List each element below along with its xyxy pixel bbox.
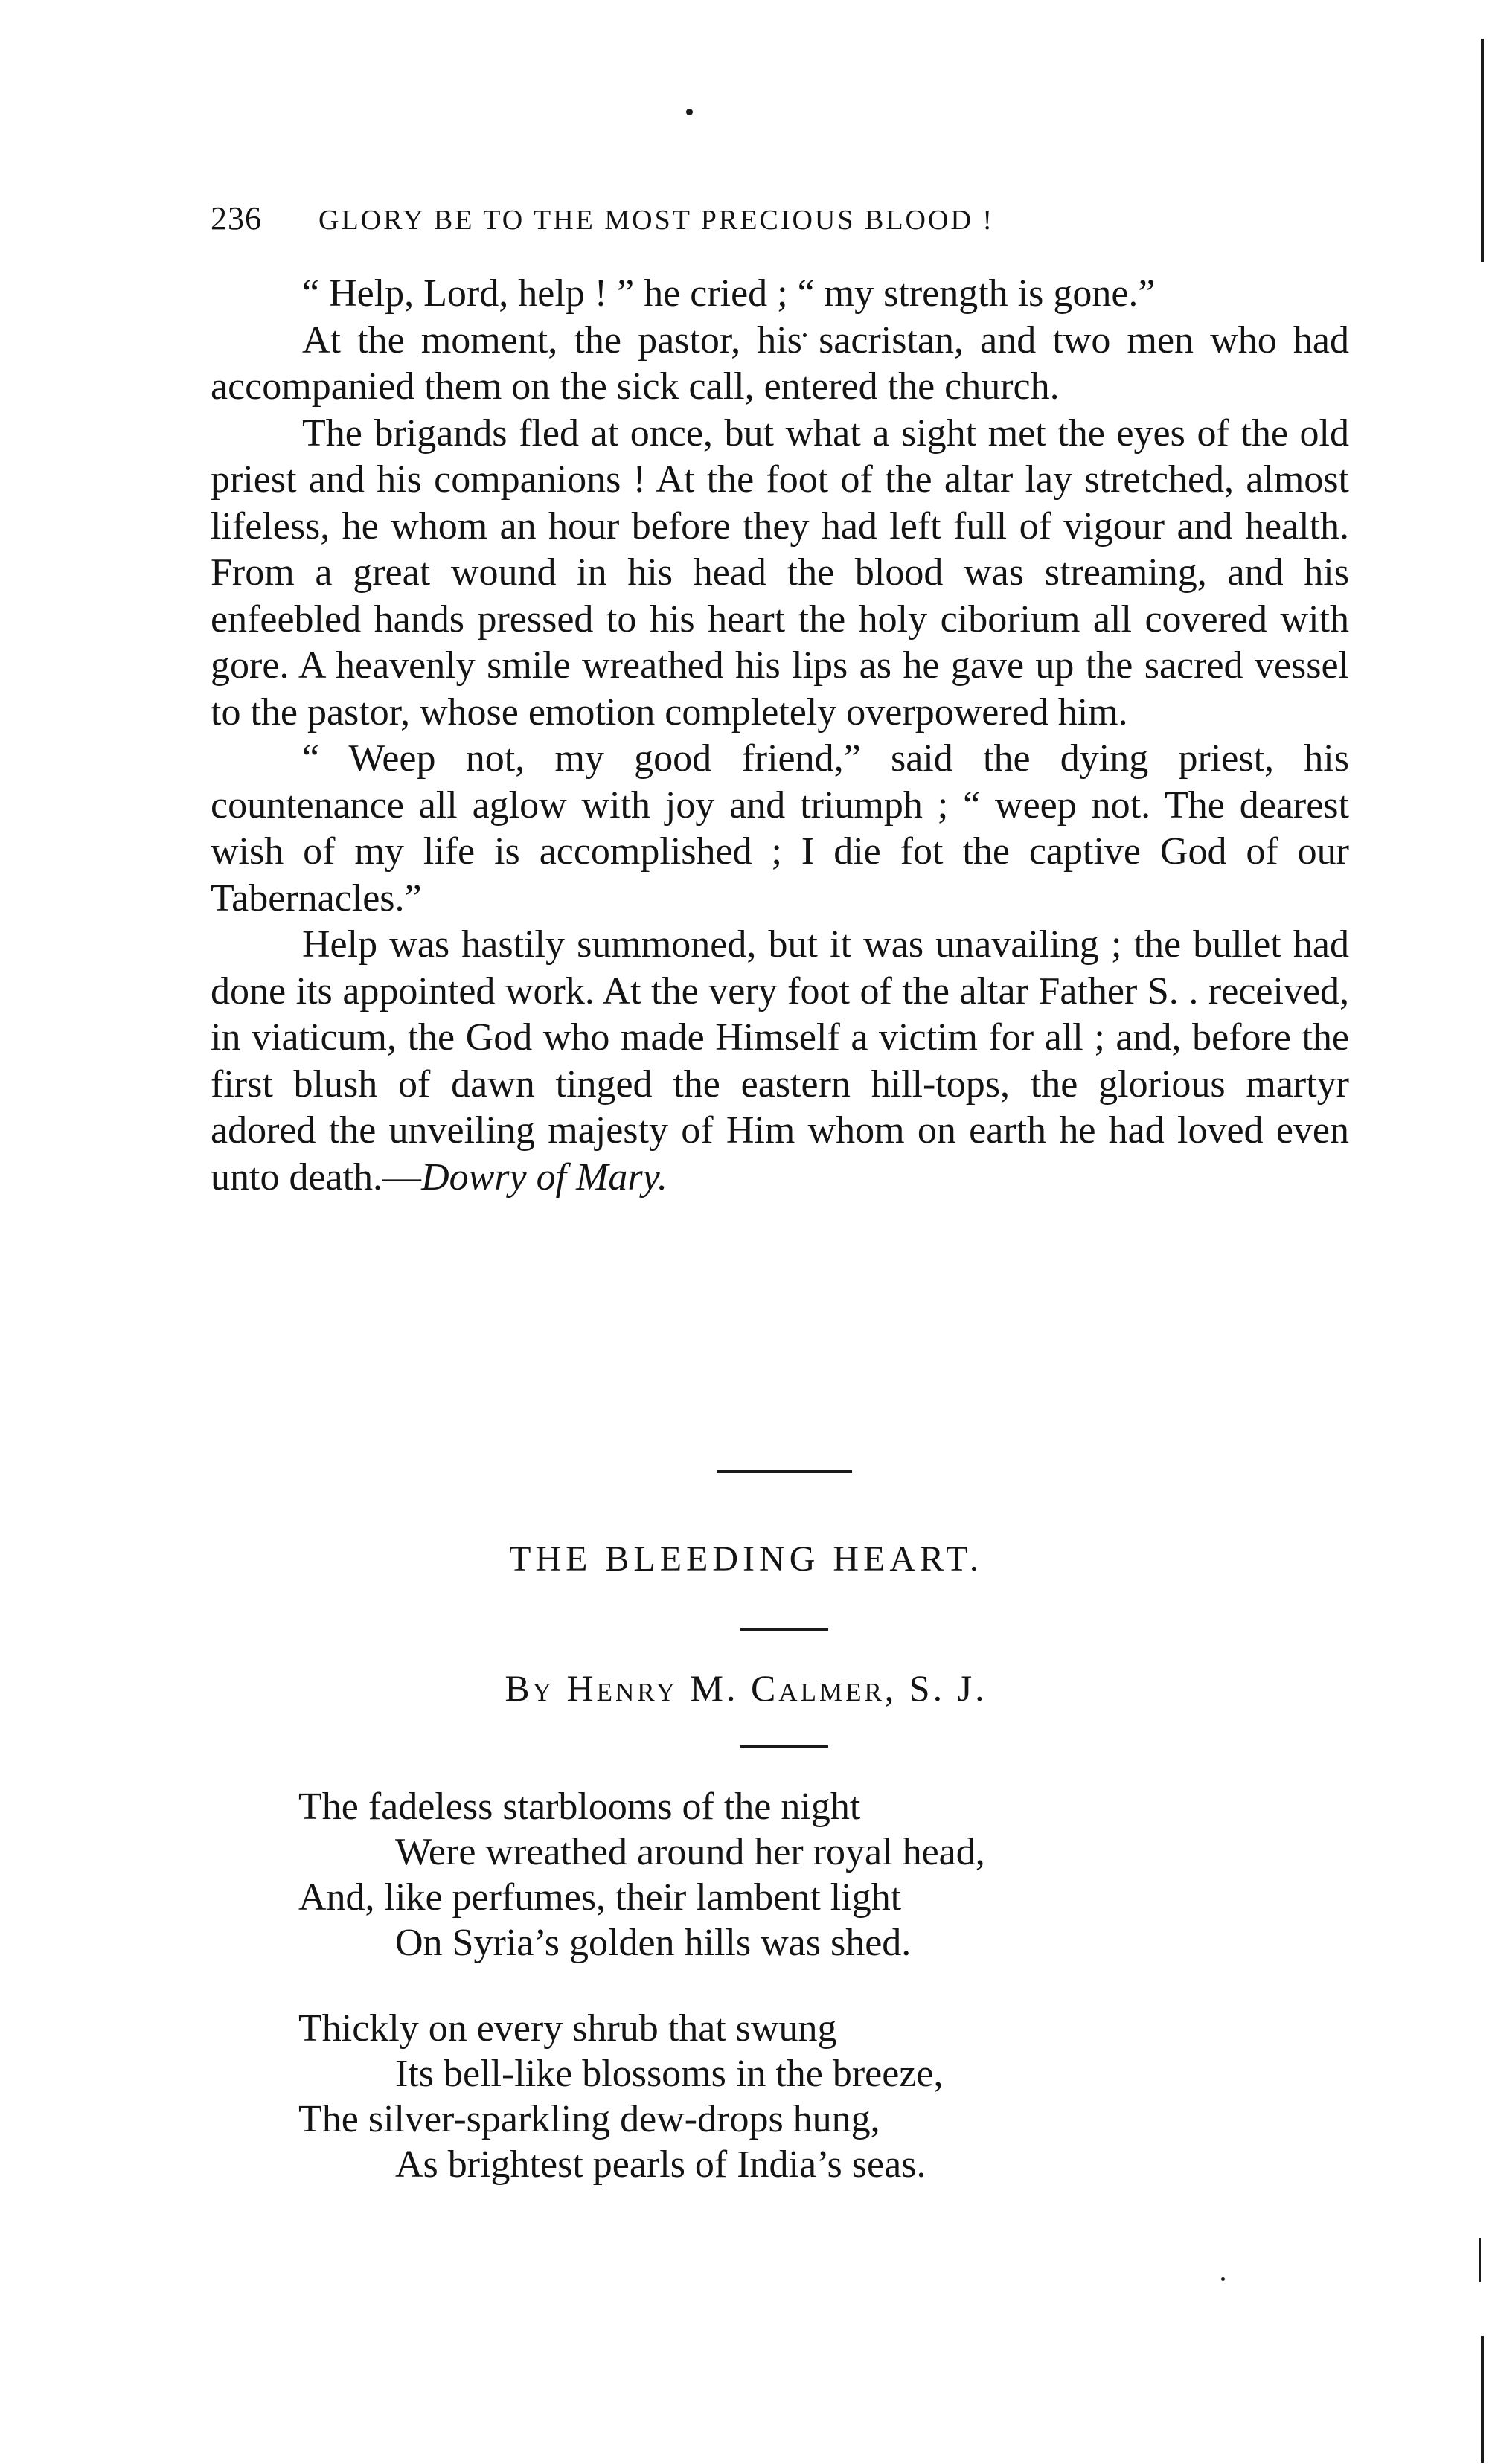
verse-line: Its bell-like blossoms in the breeze, [395,2053,944,2095]
paragraph: “ Help, Lord, help ! ” he cried ; “ my strength is gone.” [302,272,1156,315]
poem-title: THE BLEEDING HEART. [509,1539,983,1579]
ink-speck [686,109,693,115]
prose-block [211,271,1349,1201]
stanza [298,1784,1266,1966]
running-head: GLORY BE TO THE MOST PRECIOUS BLOOD ! [318,205,995,236]
page-header [211,199,1200,244]
page-edge-line [1479,2238,1481,2282]
poem-byline: By Henry M. Calmer, S. J. [505,1667,987,1709]
stanza [298,2006,1266,2187]
page-edge-line [1481,2336,1484,2463]
verse-line: As brightest pearls of India’s seas. [395,2143,926,2186]
final-paragraph [211,922,1349,1201]
verse-line: Were wreathed around her royal head, [395,1831,985,1873]
verse-line: Thickly on every shrub that swung [298,2007,837,2050]
verse-line: On Syria’s golden hills was shed. [395,1922,912,1964]
verse-line: The silver-sparkling dew-drops hung, [298,2098,880,2140]
byline-rule [740,1745,828,1748]
source-citation: Dowry of Mary. [421,1155,667,1199]
title-rule [740,1628,828,1631]
paragraph-text: Help was hastily summoned, but it was unavailing ; the bullet had done its appointed work. At the very foot of the altar Father S. . received, in viaticum, the God who made Himself a victim for all ; and, before the first blush of dawn tinged the eastern hill-tops, the glorious martyr adored the unveiling majesty of Him whom on earth he had loved even unto death.— [211,923,1349,1199]
section-divider [717,1470,852,1473]
paragraph: At the moment, the pastor, his sacristan, and two men who had accompanied them on the sick call, entered the church. [211,318,1349,408]
verse-line: The fadeless starblooms of the night [298,1786,861,1828]
page-edge-line [1481,39,1484,262]
verse-line: And, like perfumes, their lambent light [298,1876,902,1919]
ink-speck [1221,2277,1225,2281]
poem-body [298,1784,1266,2227]
paragraph: “ Weep not, my good friend,” said the dying priest, his countenance all aglow with joy and triumph ; “ weep not. The dearest wish of my life is accomplished ; I die fot the captive God of our Tabernacles.” [211,737,1349,920]
page-number: 236 [211,200,262,237]
paragraph: The brigands fled at once, but what a sight met the eyes of the old priest and his companions ! At the foot of the altar lay stretched, almost lifeless, he whom an hour before they had left full of vigour and health. From a great wound in his head the blood was streaming, and his enfeebled hands pressed to his heart the holy ciborium all covered with gore. A heavenly smile wreathed his lips as he gave up the sacred vessel to the pastor, whose emotion completely overpowered him. [211,411,1349,734]
